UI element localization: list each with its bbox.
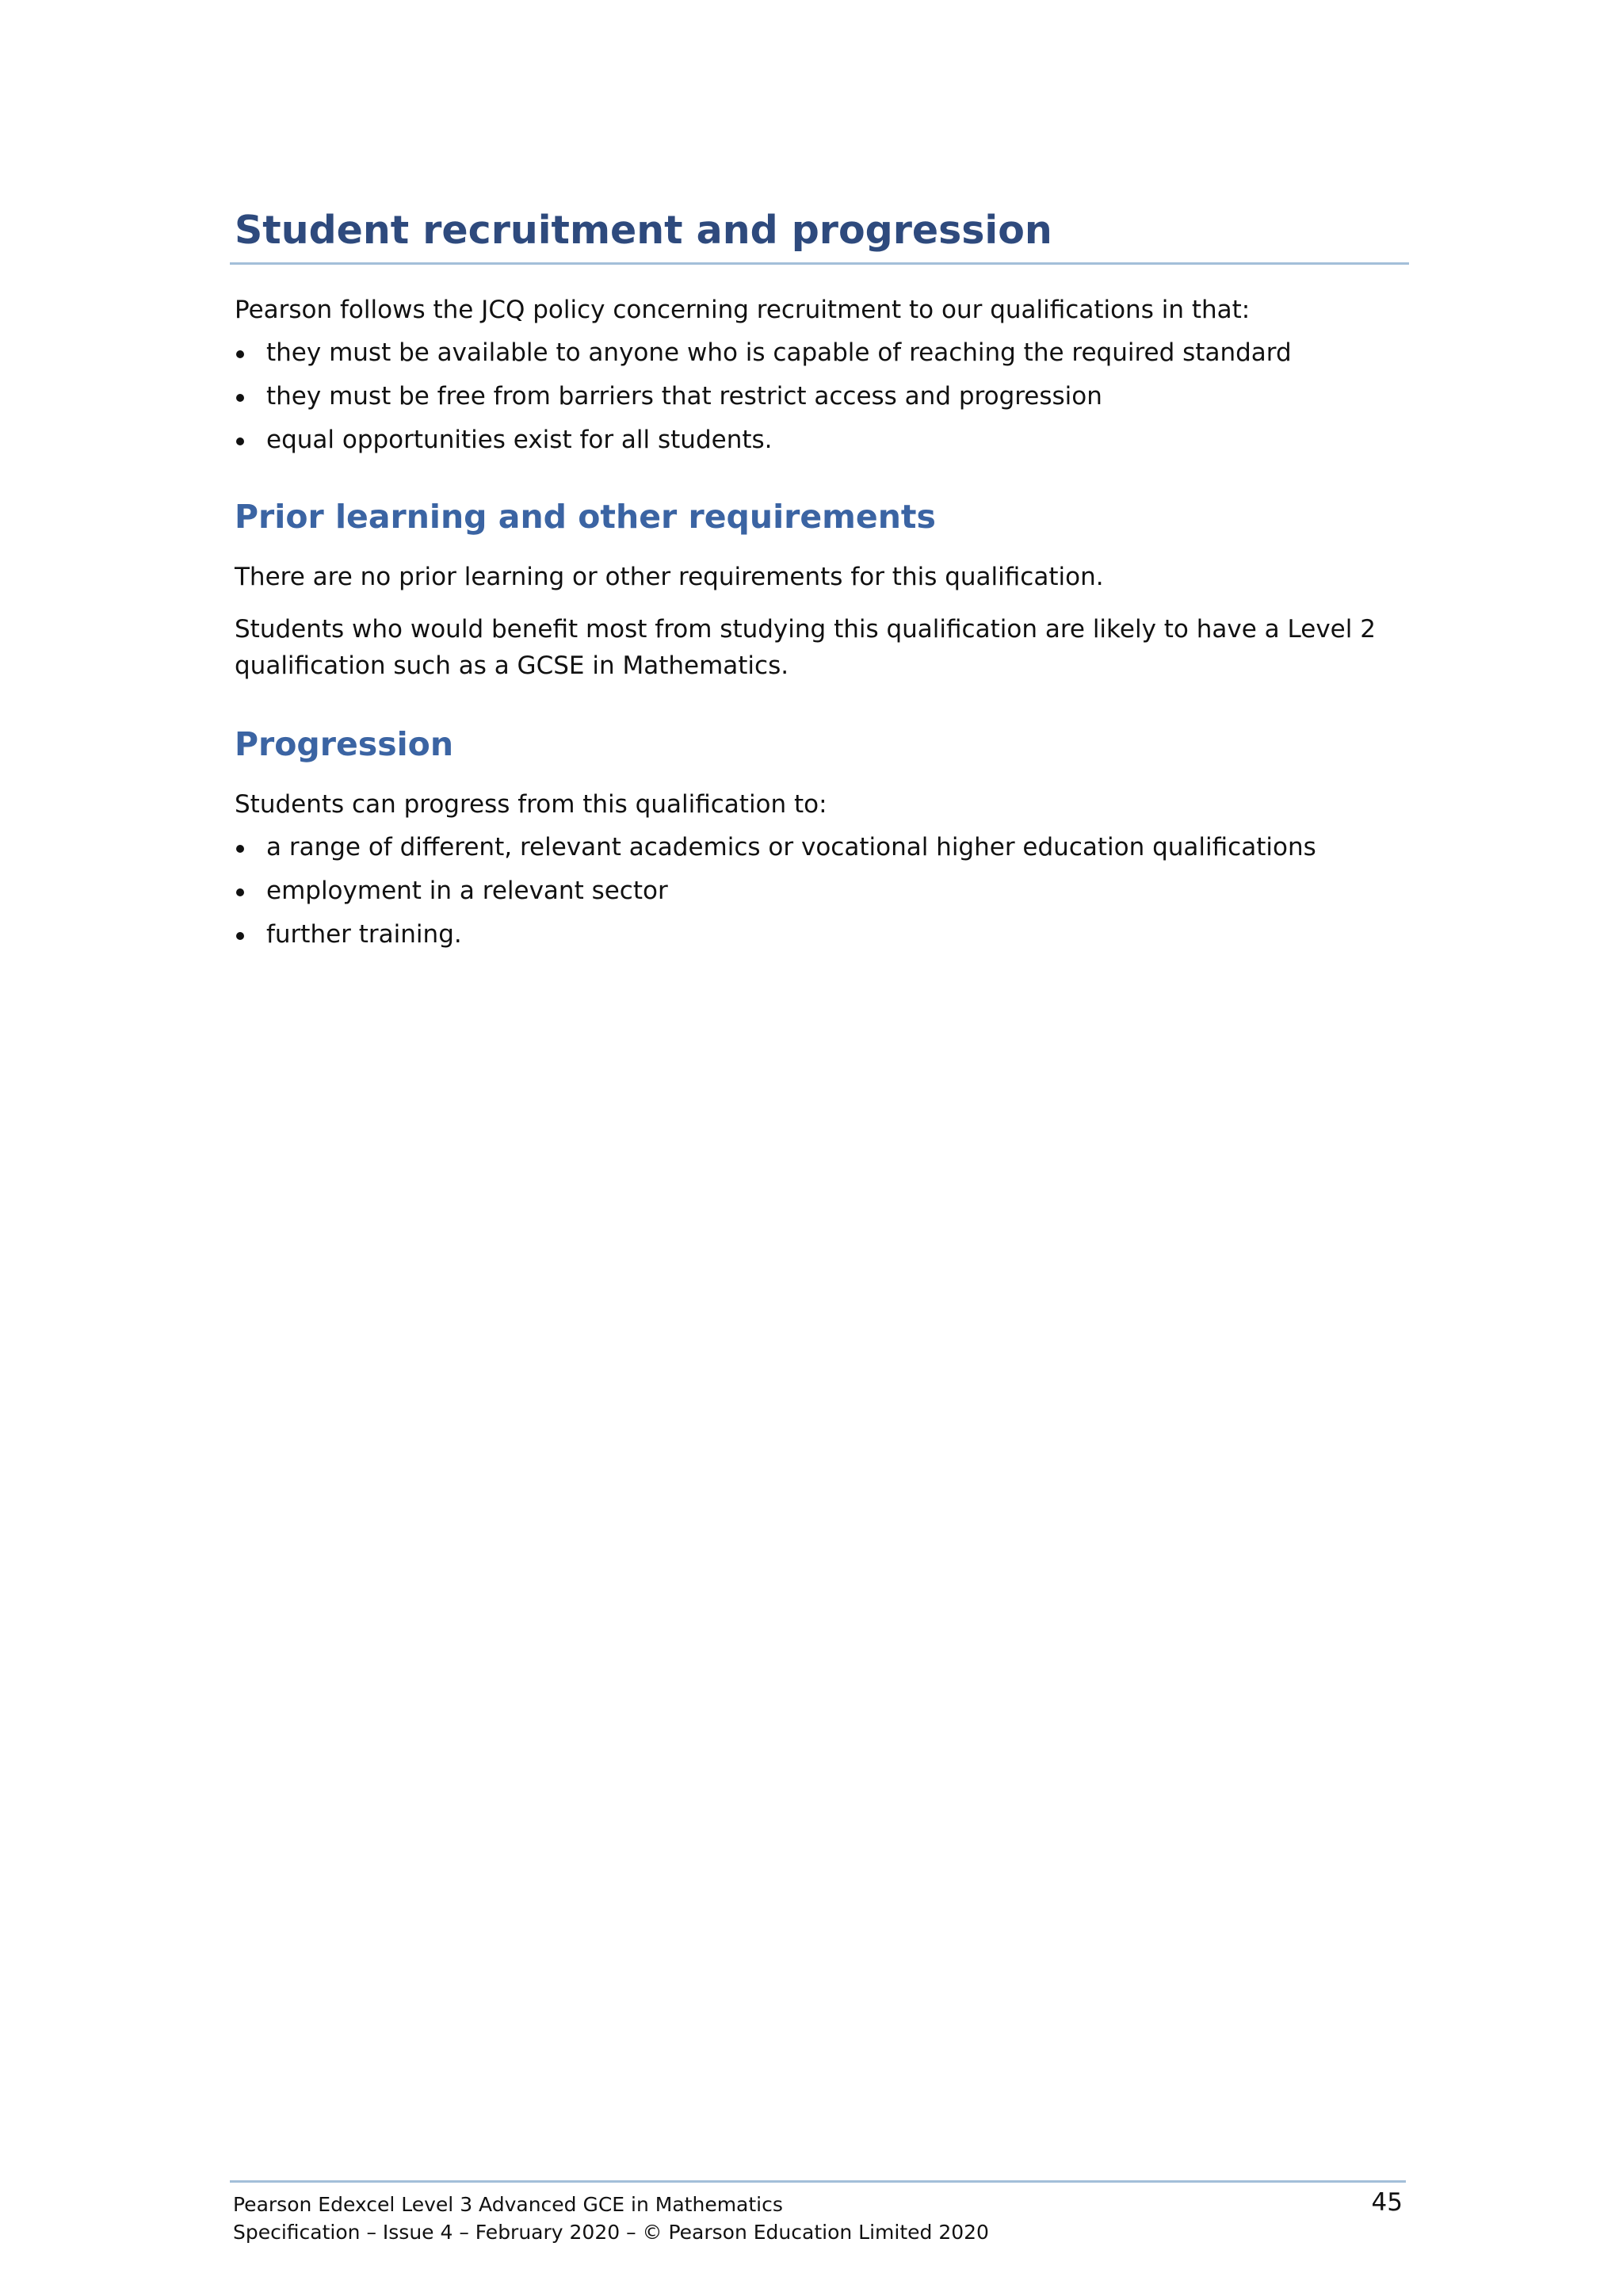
progression-heading: Progression xyxy=(235,724,454,763)
bullet-icon xyxy=(236,845,244,853)
bullet-icon xyxy=(236,350,244,358)
footer-text xyxy=(230,2183,1406,2246)
page-title: Student recruitment and progression xyxy=(235,208,1052,253)
list-item-text: they must be free from barriers that restrict access and progression xyxy=(266,381,1102,411)
bullet-icon xyxy=(236,437,244,445)
bullet-icon xyxy=(236,394,244,402)
paragraph-line: Students who would benefit most from studying this qualification are likely to have a Level 2 xyxy=(235,614,1376,644)
list-item xyxy=(233,829,1406,865)
list-item xyxy=(233,422,1406,458)
list-item-text: equal opportunities exist for all students. xyxy=(266,425,773,454)
list-item-text: they must be available to anyone who is capable of reaching the required standard xyxy=(266,338,1292,367)
prior-learning-paragraph-2 xyxy=(233,611,1406,684)
list-item xyxy=(233,873,1406,909)
bullet-icon xyxy=(236,888,244,896)
main-content xyxy=(233,208,1406,960)
recruitment-intro: Pearson follows the JCQ policy concerning recruitment to our qualifications in that: xyxy=(235,295,1251,324)
list-item-text: employment in a relevant sector xyxy=(266,877,668,906)
paragraph-line: qualification such as a GCSE in Mathematics. xyxy=(235,651,789,680)
prior-learning-paragraph: There are no prior learning or other requirements for this qualification. xyxy=(235,562,1104,591)
footer-line-1: Pearson Edexcel Level 3 Advanced GCE in Mathematics xyxy=(233,2193,783,2216)
list-item xyxy=(233,334,1406,371)
page-footer xyxy=(230,2180,1406,2246)
prior-learning-heading: Prior learning and other requirements xyxy=(235,497,936,536)
title-divider xyxy=(230,262,1409,265)
list-item-text: a range of different, relevant academics or vocational higher education qualifications xyxy=(266,833,1316,862)
footer-line-2: Specification – Issue 4 – February 2020 – © Pearson Education Limited 2020 xyxy=(233,2221,989,2244)
page-number: 45 xyxy=(1371,2188,1403,2217)
bullet-icon xyxy=(236,932,244,940)
progression-intro: Students can progress from this qualification to: xyxy=(235,790,827,819)
list-item xyxy=(233,916,1406,953)
recruitment-bullet-list xyxy=(233,334,1406,458)
list-item-text: further training. xyxy=(266,920,462,949)
list-item xyxy=(233,378,1406,415)
progression-bullet-list xyxy=(233,829,1406,953)
